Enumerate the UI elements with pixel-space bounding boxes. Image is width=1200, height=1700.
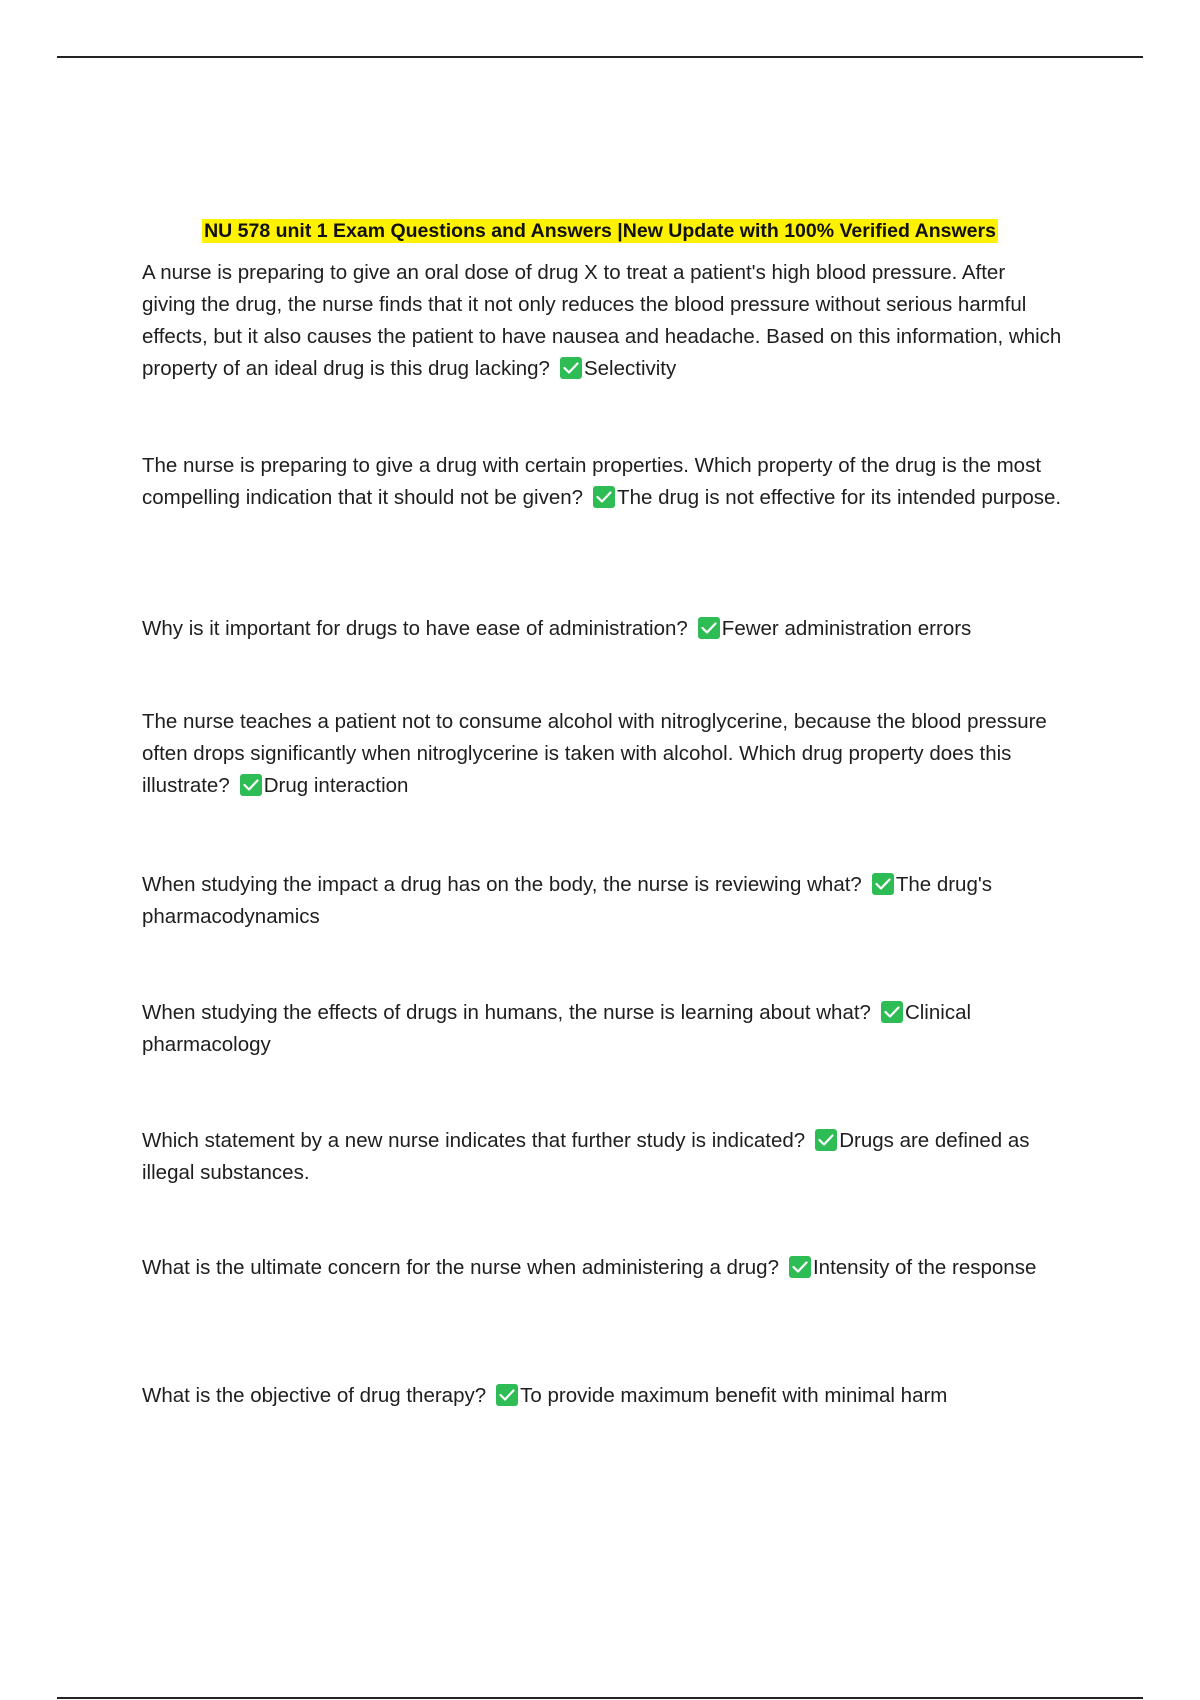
qa-item-7 (142, 1125, 1062, 1189)
qa-item-6 (142, 997, 1062, 1061)
check-mark-icon (496, 1384, 518, 1406)
document-title-text: NU 578 unit 1 Exam Questions and Answers |New Update with 100% Verified Answers (204, 220, 996, 242)
question-text: What is the objective of drug therapy? (142, 1384, 487, 1407)
question-text: What is the ultimate concern for the nurse when administering a drug? (142, 1256, 779, 1279)
qa-item-5 (142, 869, 1062, 933)
check-mark-icon (789, 1256, 811, 1278)
answer-text: To provide maximum benefit with minimal harm (520, 1384, 948, 1407)
check-mark-icon (593, 486, 615, 508)
check-mark-icon (881, 1001, 903, 1023)
qa-item-3 (142, 613, 1062, 645)
question-text: Why is it important for drugs to have ease of administration? (142, 617, 688, 640)
document-title (0, 217, 1200, 245)
question-text: When studying the effects of drugs in humans, the nurse is learning about what? (142, 1001, 871, 1024)
check-mark-icon (240, 774, 262, 796)
question-text: Which statement by a new nurse indicates that further study is indicated? (142, 1129, 806, 1152)
check-mark-icon (560, 357, 582, 379)
qa-item-8 (142, 1252, 1062, 1284)
answer-text: Drug interaction (263, 774, 409, 797)
check-mark-icon (872, 873, 894, 895)
qa-item-1 (142, 257, 1062, 385)
top-rule (57, 56, 1143, 58)
check-mark-icon (698, 617, 720, 639)
question-text: The nurse is preparing to give a drug with certain properties. Which property of the drug is the most compelling indication that it should not be given? (142, 454, 1042, 509)
qa-item-2 (142, 450, 1062, 514)
qa-item-4 (142, 706, 1062, 802)
answer-text: Clinical pharmacology (142, 1001, 972, 1056)
question-text: A nurse is preparing to give an oral dose of drug X to treat a patient's high blood pressure. After giving the drug, the nurse finds that it not only reduces the blood pressure without serious harmful effects, but it also causes the patient to have nausea and headache. Based on this information, which property of an ideal drug is this drug lacking? (142, 261, 1062, 380)
check-mark-icon (815, 1129, 837, 1151)
answer-text: Fewer administration errors (721, 617, 972, 640)
answer-text: The drug is not effective for its intended purpose. (617, 486, 1062, 509)
answer-text: Drugs are defined as illegal substances. (142, 1129, 1030, 1184)
qa-item-9 (142, 1380, 1062, 1412)
answer-text: The drug's pharmacodynamics (142, 873, 993, 928)
answer-text: Selectivity (583, 357, 677, 380)
answer-text: Intensity of the response (812, 1256, 1037, 1279)
question-text: The nurse teaches a patient not to consume alcohol with nitroglycerine, because the blood pressure often drops significantly when nitroglycerine is taken with alcohol. Which drug property does this illustrate? (142, 710, 1047, 797)
bottom-rule (57, 1697, 1143, 1699)
question-text: When studying the impact a drug has on the body, the nurse is reviewing what? (142, 873, 862, 896)
